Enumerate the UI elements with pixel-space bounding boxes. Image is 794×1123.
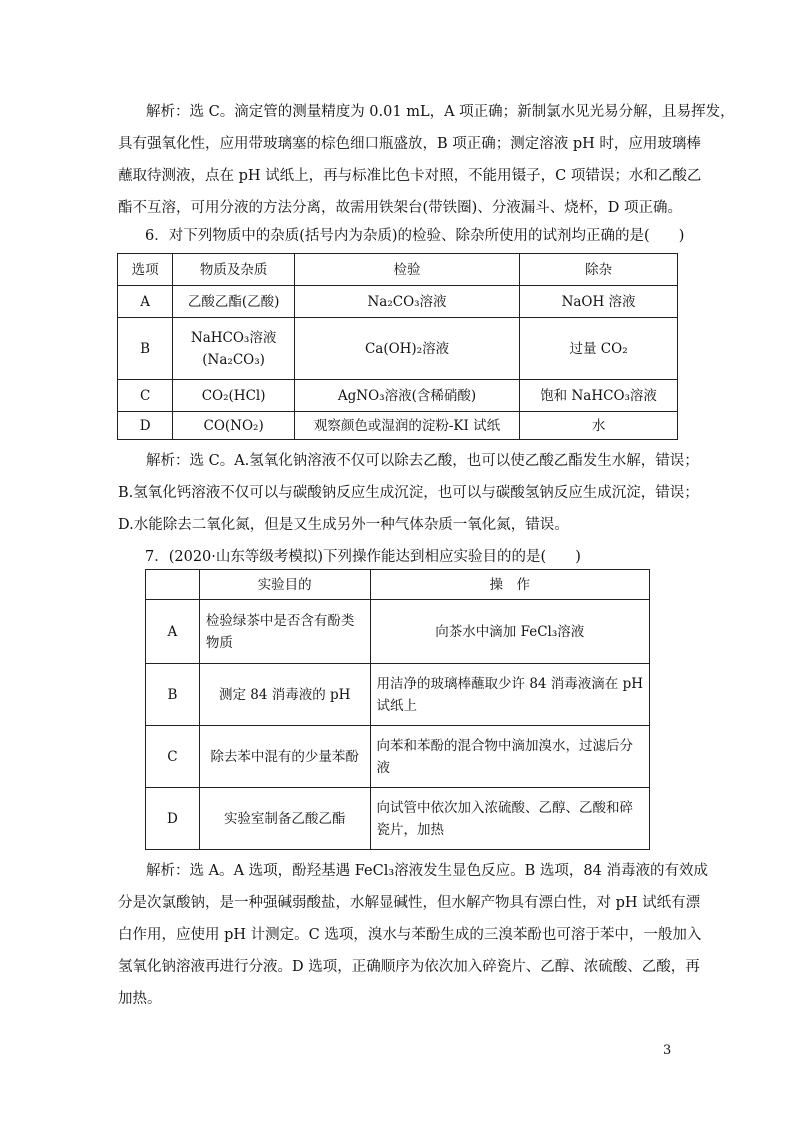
purpose-line: 物质 <box>205 634 233 651</box>
option-cell: B <box>118 318 173 380</box>
remove-cell: NaOH 溶液 <box>520 286 678 318</box>
table-row <box>118 318 678 380</box>
page-number: 3 <box>663 1043 672 1058</box>
header-cell: 选项 <box>118 254 173 286</box>
substance-line: (Na₂CO₃) <box>202 351 265 368</box>
purpose-line: 检验绿茶中是否含有酚类 <box>205 612 355 629</box>
test-cell: AgNO₃溶液(含稀硝酸) <box>294 380 519 412</box>
operation-line: 向苯和苯酚的混合物中滴加溴水，过滤后分 <box>376 737 634 754</box>
question-6-table <box>117 253 678 440</box>
operation-line: 液 <box>376 759 391 776</box>
test-cell: Ca(OH)₂溶液 <box>294 318 519 380</box>
question-6-text: 6．对下列物质中的杂质(括号内为杂质)的检验、除杂所使用的试剂均正确的是( ) <box>145 228 685 244</box>
option-cell: C <box>118 380 173 412</box>
header-cell: 实验目的 <box>199 570 370 600</box>
analysis-q5-line: 解析：选 C。滴定管的测量精度为 0.01 mL，A 项正确；新制氯水见光易分解，且易挥发， <box>146 104 735 120</box>
table-row <box>118 380 678 412</box>
substance-line: NaHCO₃溶液 <box>190 329 277 346</box>
question-7-table <box>145 569 650 850</box>
operation-line: 瓷片，加热 <box>376 821 445 838</box>
table-header-row <box>146 570 650 600</box>
remove-cell: 水 <box>520 412 678 440</box>
analysis-q7-line: 分是次氯酸钠，是一种强碱弱酸盐，水解显碱性，但水解产物具有漂白性，对 pH 试纸有漂 <box>118 895 701 911</box>
operation-cell <box>370 664 649 726</box>
purpose-cell: 测定 84 消毒液的 pH <box>199 664 370 726</box>
table-row <box>146 600 650 664</box>
analysis-q6-line: D.水能除去二氧化氮，但是又生成另外一种气体杂质一氧化氮，错误。 <box>118 517 569 533</box>
option-cell: C <box>146 726 200 788</box>
option-cell: D <box>146 788 200 850</box>
purpose-cell <box>199 600 370 664</box>
remove-cell: 饱和 NaHCO₃溶液 <box>520 380 678 412</box>
option-cell: B <box>146 664 200 726</box>
operation-line: 用洁净的玻璃棒蘸取少许 84 消毒液滴在 pH <box>376 675 644 692</box>
analysis-q5-line: 具有强氧化性，应用带玻璃塞的棕色细口瓶盛放，B 项正确；测定溶液 pH 时，应用玻璃棒 <box>118 136 701 152</box>
purpose-cell: 除去苯中混有的少量苯酚 <box>199 726 370 788</box>
substance-cell: CO(NO₂) <box>173 412 295 440</box>
test-cell: 观察颜色或湿润的淀粉-KI 试纸 <box>294 412 519 440</box>
operation-line: 试纸上 <box>376 697 418 714</box>
analysis-q7-line: 加热。 <box>118 991 162 1007</box>
table-row <box>118 412 678 440</box>
operation-cell: 向茶水中滴加 FeCl₃溶液 <box>370 600 649 664</box>
purpose-cell: 实验室制备乙酸乙酯 <box>199 788 370 850</box>
operation-line: 向试管中依次加入浓硫酸、乙醇、乙酸和碎 <box>376 799 634 816</box>
header-cell: 操 作 <box>370 570 649 600</box>
substance-cell: 乙酸乙酯(乙酸) <box>173 286 295 318</box>
analysis-q7 <box>118 855 708 1015</box>
operation-cell <box>370 726 649 788</box>
analysis-q6-line: 解析：选 C。A.氢氧化钠溶液不仅可以除去乙酸，也可以使乙酸乙酯发生水解，错误； <box>146 453 699 469</box>
analysis-q5-line: 酯不互溶，可用分液的方法分离，故需用铁架台(带铁圈)、分液漏斗、烧杯，D 项正确。 <box>118 200 683 216</box>
option-cell: A <box>118 286 173 318</box>
header-cell: 除杂 <box>520 254 678 286</box>
option-cell: D <box>118 412 173 440</box>
header-cell: 检验 <box>294 254 519 286</box>
table-header-row <box>118 254 678 286</box>
analysis-q5 <box>118 96 735 224</box>
analysis-q7-line: 白作用，应使用 pH 计测定。C 选项，溴水与苯酚生成的三溴苯酚也可溶于苯中，一般加入 <box>118 927 702 943</box>
substance-cell <box>173 318 295 380</box>
test-cell: Na₂CO₃溶液 <box>294 286 519 318</box>
table-row <box>146 664 650 726</box>
table-row <box>118 286 678 318</box>
operation-cell <box>370 788 649 850</box>
header-cell: 物质及杂质 <box>173 254 295 286</box>
header-cell <box>146 570 200 600</box>
analysis-q6-line: B.氢氧化钙溶液不仅可以与碳酸钠反应生成沉淀，也可以与碳酸氢钠反应生成沉淀，错误； <box>118 485 699 501</box>
table-row <box>146 726 650 788</box>
analysis-q6 <box>118 445 699 541</box>
option-cell: A <box>146 600 200 664</box>
question-7-text: 7．(2020·山东等级考模拟)下列操作能达到相应实验目的的是( ) <box>145 549 581 565</box>
table-row <box>146 788 650 850</box>
analysis-q5-line: 蘸取待测液，点在 pH 试纸上，再与标准比色卡对照，不能用镊子，C 项错误；水和乙酸乙 <box>118 168 702 184</box>
analysis-q7-line: 解析：选 A。A 选项，酚羟基遇 FeCl₃溶液发生显色反应。B 选项，84 消毒液的有效成 <box>146 863 708 879</box>
substance-cell: CO₂(HCl) <box>173 380 295 412</box>
remove-cell: 过量 CO₂ <box>520 318 678 380</box>
analysis-q7-line: 氢氧化钠溶液再进行分液。D 选项，正确顺序为依次加入碎瓷片、乙醇、浓硫酸、乙酸，再 <box>118 959 700 975</box>
